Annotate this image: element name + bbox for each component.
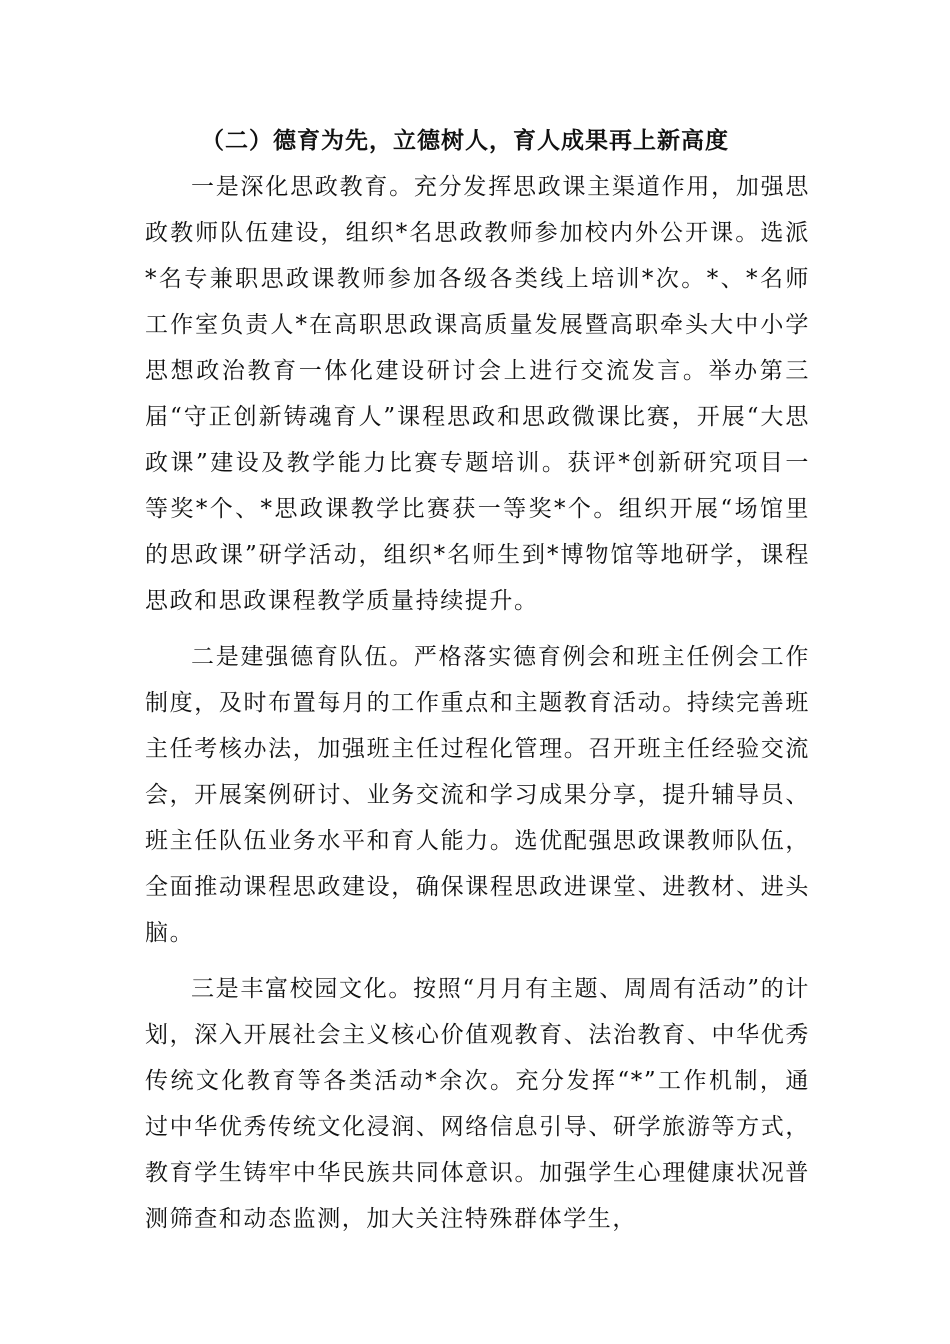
paragraph-enrich-campus-culture: 三是丰富校园文化。按照“月月有主题、周周有活动”的计划，深入开展社会主义核心价值观教育、法治教育、中华优秀传统文化教育等各类活动*余次。充分发挥“*”工作机制，通过中华优秀传统文化浸润、网络信息引导、研学旅游等方式，教育学生铸牢中华民族共同体意识。加强学生心理健康状况普测筛查和动态监测，加大关注特殊群体学生，: [145, 976, 810, 1232]
paragraph-deepen-ideological-education: 一是深化思政教育。充分发挥思政课主渠道作用，加强思政教师队伍建设，组织*名思政教师参加校内外公开课。选派*名专兼职思政课教师参加各级各类线上培训*次。*、*名师工作室负责人*在高职思政课高质量发展暨高职牵头大中小学思想政治教育一体化建设研讨会上进行交流发言。举办第三届“守正创新铸魂育人”课程思政和思政微课比赛，开展“大思政课”建设及教学能力比赛专题培训。获评*创新研究项目一等奖*个、*思政课教学比赛获一等奖*个。组织开展“场馆里的思政课”研学活动，组织*名师生到*博物馆等地研学，课程思政和思政课程教学质量持续提升。: [145, 174, 810, 614]
section-heading: （二）德育为先，立德树人，育人成果再上新高度: [201, 127, 729, 154]
document-body: [145, 118, 810, 1242]
paragraph-strengthen-moral-team: 二是建强德育队伍。严格落实德育例会和班主任例会工作制度，及时布置每月的工作重点和主题教育活动。持续完善班主任考核办法，加强班主任过程化管理。召开班主任经验交流会，开展案例研讨、业务交流和学习成果分享，提升辅导员、班主任队伍业务水平和育人能力。选优配强思政课教师队伍，全面推动课程思政建设，确保课程思政进课堂、进教材、进头脑。: [145, 644, 810, 946]
